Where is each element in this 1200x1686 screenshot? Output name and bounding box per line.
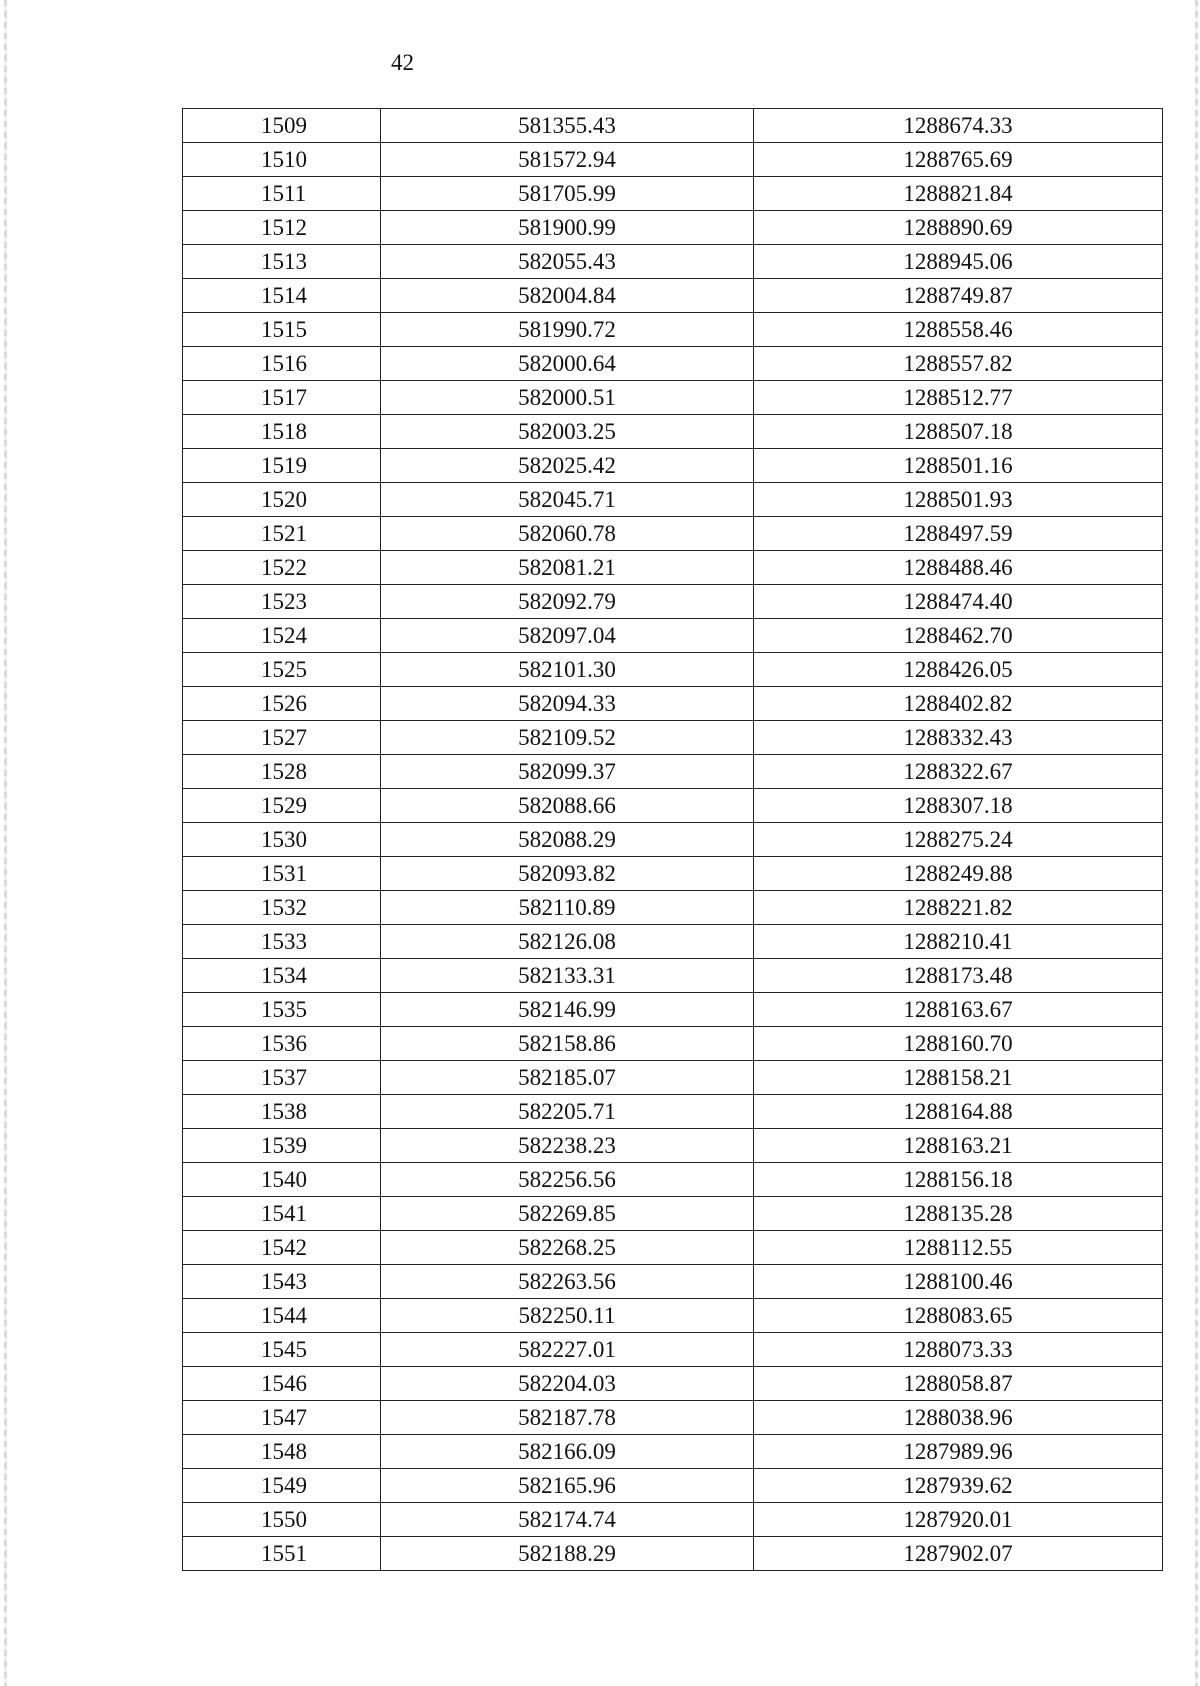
x-coordinate-cell: 582099.37	[381, 755, 754, 789]
table-row	[183, 1299, 1163, 1333]
x-coordinate-cell: 582088.66	[381, 789, 754, 823]
y-coordinate-cell: 1288558.46	[754, 313, 1163, 347]
y-coordinate-cell: 1288462.70	[754, 619, 1163, 653]
y-coordinate-cell: 1288890.69	[754, 211, 1163, 245]
y-coordinate-cell: 1288821.84	[754, 177, 1163, 211]
x-coordinate-cell: 582188.29	[381, 1537, 754, 1571]
y-coordinate-cell: 1288945.06	[754, 245, 1163, 279]
y-coordinate-cell: 1287939.62	[754, 1469, 1163, 1503]
table-row	[183, 823, 1163, 857]
y-coordinate-cell: 1287989.96	[754, 1435, 1163, 1469]
x-coordinate-cell: 582025.42	[381, 449, 754, 483]
y-coordinate-cell: 1288557.82	[754, 347, 1163, 381]
table-row	[183, 381, 1163, 415]
table-row	[183, 755, 1163, 789]
y-coordinate-cell: 1288497.59	[754, 517, 1163, 551]
x-coordinate-cell: 581705.99	[381, 177, 754, 211]
point-number-cell: 1519	[183, 449, 381, 483]
x-coordinate-cell: 582187.78	[381, 1401, 754, 1435]
table-row	[183, 891, 1163, 925]
y-coordinate-cell: 1288507.18	[754, 415, 1163, 449]
point-number-cell: 1514	[183, 279, 381, 313]
point-number-cell: 1513	[183, 245, 381, 279]
point-number-cell: 1528	[183, 755, 381, 789]
point-number-cell: 1544	[183, 1299, 381, 1333]
table-row	[183, 1435, 1163, 1469]
point-number-cell: 1517	[183, 381, 381, 415]
table-row	[183, 1163, 1163, 1197]
point-number-cell: 1526	[183, 687, 381, 721]
table-row	[183, 1469, 1163, 1503]
x-coordinate-cell: 582166.09	[381, 1435, 754, 1469]
point-number-cell: 1542	[183, 1231, 381, 1265]
table-row	[183, 211, 1163, 245]
coordinates-table	[182, 108, 1163, 1571]
y-coordinate-cell: 1288164.88	[754, 1095, 1163, 1129]
point-number-cell: 1543	[183, 1265, 381, 1299]
point-number-cell: 1545	[183, 1333, 381, 1367]
x-coordinate-cell: 582256.56	[381, 1163, 754, 1197]
x-coordinate-cell: 581990.72	[381, 313, 754, 347]
x-coordinate-cell: 582088.29	[381, 823, 754, 857]
x-coordinate-cell: 582000.64	[381, 347, 754, 381]
x-coordinate-cell: 582204.03	[381, 1367, 754, 1401]
table-row	[183, 449, 1163, 483]
x-coordinate-cell: 582109.52	[381, 721, 754, 755]
table-row	[183, 1231, 1163, 1265]
table-row	[183, 551, 1163, 585]
x-coordinate-cell: 582045.71	[381, 483, 754, 517]
x-coordinate-cell: 582205.71	[381, 1095, 754, 1129]
x-coordinate-cell: 582269.85	[381, 1197, 754, 1231]
y-coordinate-cell: 1288674.33	[754, 109, 1163, 143]
y-coordinate-cell: 1288160.70	[754, 1027, 1163, 1061]
point-number-cell: 1521	[183, 517, 381, 551]
point-number-cell: 1522	[183, 551, 381, 585]
y-coordinate-cell: 1288156.18	[754, 1163, 1163, 1197]
table-row	[183, 347, 1163, 381]
table-row	[183, 1129, 1163, 1163]
point-number-cell: 1547	[183, 1401, 381, 1435]
y-coordinate-cell: 1288249.88	[754, 857, 1163, 891]
point-number-cell: 1530	[183, 823, 381, 857]
page-number	[0, 50, 1200, 76]
table-row	[183, 1197, 1163, 1231]
y-coordinate-cell: 1288426.05	[754, 653, 1163, 687]
table-row	[183, 483, 1163, 517]
table-row	[183, 925, 1163, 959]
table-row	[183, 1061, 1163, 1095]
scan-edge-right	[1195, 0, 1198, 1686]
x-coordinate-cell: 582101.30	[381, 653, 754, 687]
scan-edge-left	[4, 0, 7, 1686]
y-coordinate-cell: 1288100.46	[754, 1265, 1163, 1299]
x-coordinate-cell: 582092.79	[381, 585, 754, 619]
table-row	[183, 721, 1163, 755]
point-number-cell: 1510	[183, 143, 381, 177]
y-coordinate-cell: 1288402.82	[754, 687, 1163, 721]
x-coordinate-cell: 582093.82	[381, 857, 754, 891]
table-row	[183, 619, 1163, 653]
y-coordinate-cell: 1288501.16	[754, 449, 1163, 483]
table-row	[183, 517, 1163, 551]
y-coordinate-cell: 1288322.67	[754, 755, 1163, 789]
table-row	[183, 1367, 1163, 1401]
y-coordinate-cell: 1288158.21	[754, 1061, 1163, 1095]
point-number-cell: 1529	[183, 789, 381, 823]
y-coordinate-cell: 1288163.21	[754, 1129, 1163, 1163]
table-row	[183, 279, 1163, 313]
table-row	[183, 993, 1163, 1027]
y-coordinate-cell: 1288135.28	[754, 1197, 1163, 1231]
x-coordinate-cell: 582004.84	[381, 279, 754, 313]
table-row	[183, 1265, 1163, 1299]
x-coordinate-cell: 582060.78	[381, 517, 754, 551]
y-coordinate-cell: 1288765.69	[754, 143, 1163, 177]
x-coordinate-cell: 582165.96	[381, 1469, 754, 1503]
x-coordinate-cell: 582238.23	[381, 1129, 754, 1163]
x-coordinate-cell: 582263.56	[381, 1265, 754, 1299]
y-coordinate-cell: 1288038.96	[754, 1401, 1163, 1435]
x-coordinate-cell: 582133.31	[381, 959, 754, 993]
y-coordinate-cell: 1288083.65	[754, 1299, 1163, 1333]
y-coordinate-cell: 1288210.41	[754, 925, 1163, 959]
point-number-cell: 1520	[183, 483, 381, 517]
point-number-cell: 1509	[183, 109, 381, 143]
y-coordinate-cell: 1288749.87	[754, 279, 1163, 313]
x-coordinate-cell: 582003.25	[381, 415, 754, 449]
point-number-cell: 1536	[183, 1027, 381, 1061]
point-number-cell: 1550	[183, 1503, 381, 1537]
table-row	[183, 857, 1163, 891]
point-number-cell: 1524	[183, 619, 381, 653]
y-coordinate-cell: 1288275.24	[754, 823, 1163, 857]
table-row	[183, 1095, 1163, 1129]
point-number-cell: 1548	[183, 1435, 381, 1469]
y-coordinate-cell: 1287920.01	[754, 1503, 1163, 1537]
y-coordinate-cell: 1288173.48	[754, 959, 1163, 993]
x-coordinate-cell: 582250.11	[381, 1299, 754, 1333]
page-number-text: 42	[391, 50, 414, 75]
point-number-cell: 1541	[183, 1197, 381, 1231]
point-number-cell: 1537	[183, 1061, 381, 1095]
point-number-cell: 1532	[183, 891, 381, 925]
table-row	[183, 143, 1163, 177]
table-row	[183, 1027, 1163, 1061]
y-coordinate-cell: 1288307.18	[754, 789, 1163, 823]
point-number-cell: 1523	[183, 585, 381, 619]
table-row	[183, 959, 1163, 993]
table-row	[183, 313, 1163, 347]
point-number-cell: 1538	[183, 1095, 381, 1129]
point-number-cell: 1534	[183, 959, 381, 993]
x-coordinate-cell: 582158.86	[381, 1027, 754, 1061]
x-coordinate-cell: 582000.51	[381, 381, 754, 415]
point-number-cell: 1540	[183, 1163, 381, 1197]
x-coordinate-cell: 582055.43	[381, 245, 754, 279]
table-row	[183, 1333, 1163, 1367]
point-number-cell: 1531	[183, 857, 381, 891]
table-row	[183, 1537, 1163, 1571]
y-coordinate-cell: 1288221.82	[754, 891, 1163, 925]
point-number-cell: 1512	[183, 211, 381, 245]
y-coordinate-cell: 1288332.43	[754, 721, 1163, 755]
point-number-cell: 1539	[183, 1129, 381, 1163]
y-coordinate-cell: 1288163.67	[754, 993, 1163, 1027]
x-coordinate-cell: 581572.94	[381, 143, 754, 177]
coordinates-table-body	[183, 109, 1163, 1571]
point-number-cell: 1551	[183, 1537, 381, 1571]
point-number-cell: 1516	[183, 347, 381, 381]
x-coordinate-cell: 582227.01	[381, 1333, 754, 1367]
table-row	[183, 245, 1163, 279]
y-coordinate-cell: 1288512.77	[754, 381, 1163, 415]
point-number-cell: 1535	[183, 993, 381, 1027]
point-number-cell: 1518	[183, 415, 381, 449]
table-row	[183, 109, 1163, 143]
table-row	[183, 585, 1163, 619]
table-row	[183, 789, 1163, 823]
x-coordinate-cell: 582185.07	[381, 1061, 754, 1095]
table-row	[183, 1401, 1163, 1435]
table-row	[183, 415, 1163, 449]
point-number-cell: 1525	[183, 653, 381, 687]
x-coordinate-cell: 582094.33	[381, 687, 754, 721]
table-row	[183, 177, 1163, 211]
y-coordinate-cell: 1288112.55	[754, 1231, 1163, 1265]
x-coordinate-cell: 582174.74	[381, 1503, 754, 1537]
point-number-cell: 1549	[183, 1469, 381, 1503]
x-coordinate-cell: 582146.99	[381, 993, 754, 1027]
x-coordinate-cell: 582110.89	[381, 891, 754, 925]
x-coordinate-cell: 581355.43	[381, 109, 754, 143]
y-coordinate-cell: 1288501.93	[754, 483, 1163, 517]
y-coordinate-cell: 1288474.40	[754, 585, 1163, 619]
x-coordinate-cell: 582268.25	[381, 1231, 754, 1265]
x-coordinate-cell: 582097.04	[381, 619, 754, 653]
y-coordinate-cell: 1288058.87	[754, 1367, 1163, 1401]
table-row	[183, 653, 1163, 687]
x-coordinate-cell: 581900.99	[381, 211, 754, 245]
point-number-cell: 1546	[183, 1367, 381, 1401]
y-coordinate-cell: 1287902.07	[754, 1537, 1163, 1571]
table-row	[183, 1503, 1163, 1537]
point-number-cell: 1515	[183, 313, 381, 347]
y-coordinate-cell: 1288073.33	[754, 1333, 1163, 1367]
table-row	[183, 687, 1163, 721]
point-number-cell: 1527	[183, 721, 381, 755]
x-coordinate-cell: 582081.21	[381, 551, 754, 585]
point-number-cell: 1511	[183, 177, 381, 211]
point-number-cell: 1533	[183, 925, 381, 959]
x-coordinate-cell: 582126.08	[381, 925, 754, 959]
y-coordinate-cell: 1288488.46	[754, 551, 1163, 585]
